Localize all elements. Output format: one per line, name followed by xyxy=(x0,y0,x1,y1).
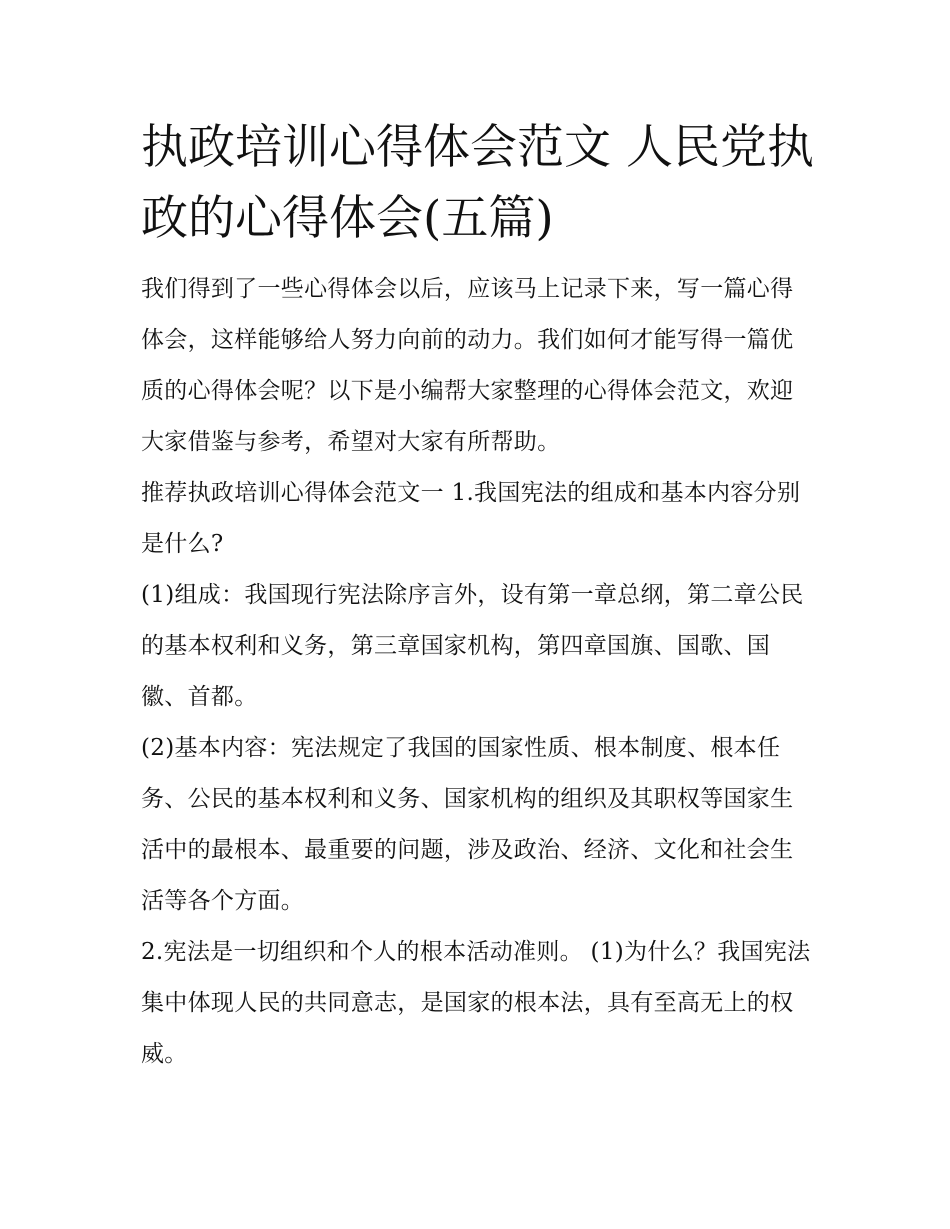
document-title: 执政培训心得体会范文 人民党执政的心得体会(五篇) xyxy=(141,120,814,246)
document-page xyxy=(141,112,816,1080)
paragraph-question-1: 推荐执政培训心得体会范文一 1.我国宪法的组成和基本内容分别是什么? xyxy=(141,480,801,557)
paragraph-intro: 我们得到了一些心得体会以后，应该马上记录下来，写一篇心得体会，这样能够给人努力向前的动力。我们如何才能写得一篇优质的心得体会呢？以下是小编帮大家整理的心得体会范文，欢迎大家借鉴与参考，希望对大家有所帮助。 xyxy=(141,276,794,455)
paragraph-question-2: 2.宪法是一切组织和个人的根本活动准则。 (1)为什么？我国宪法集中体现人民的共同意志，是国家的根本法，具有至高无上的权威。 xyxy=(141,939,811,1067)
paragraph-composition: (1)组成：我国现行宪法除序言外，设有第一章总纲，第二章公民的基本权利和义务，第三章国家机构，第四章国旗、国歌、国徽、首都。 xyxy=(141,582,804,710)
paragraph-basic-content: (2)基本内容：宪法规定了我国的国家性质、根本制度、根本任务、公民的基本权利和义务、国家机构的组织及其职权等国家生活中的最根本、最重要的问题，涉及政治、经济、文化和社会生活等各个方面。 xyxy=(141,735,794,914)
